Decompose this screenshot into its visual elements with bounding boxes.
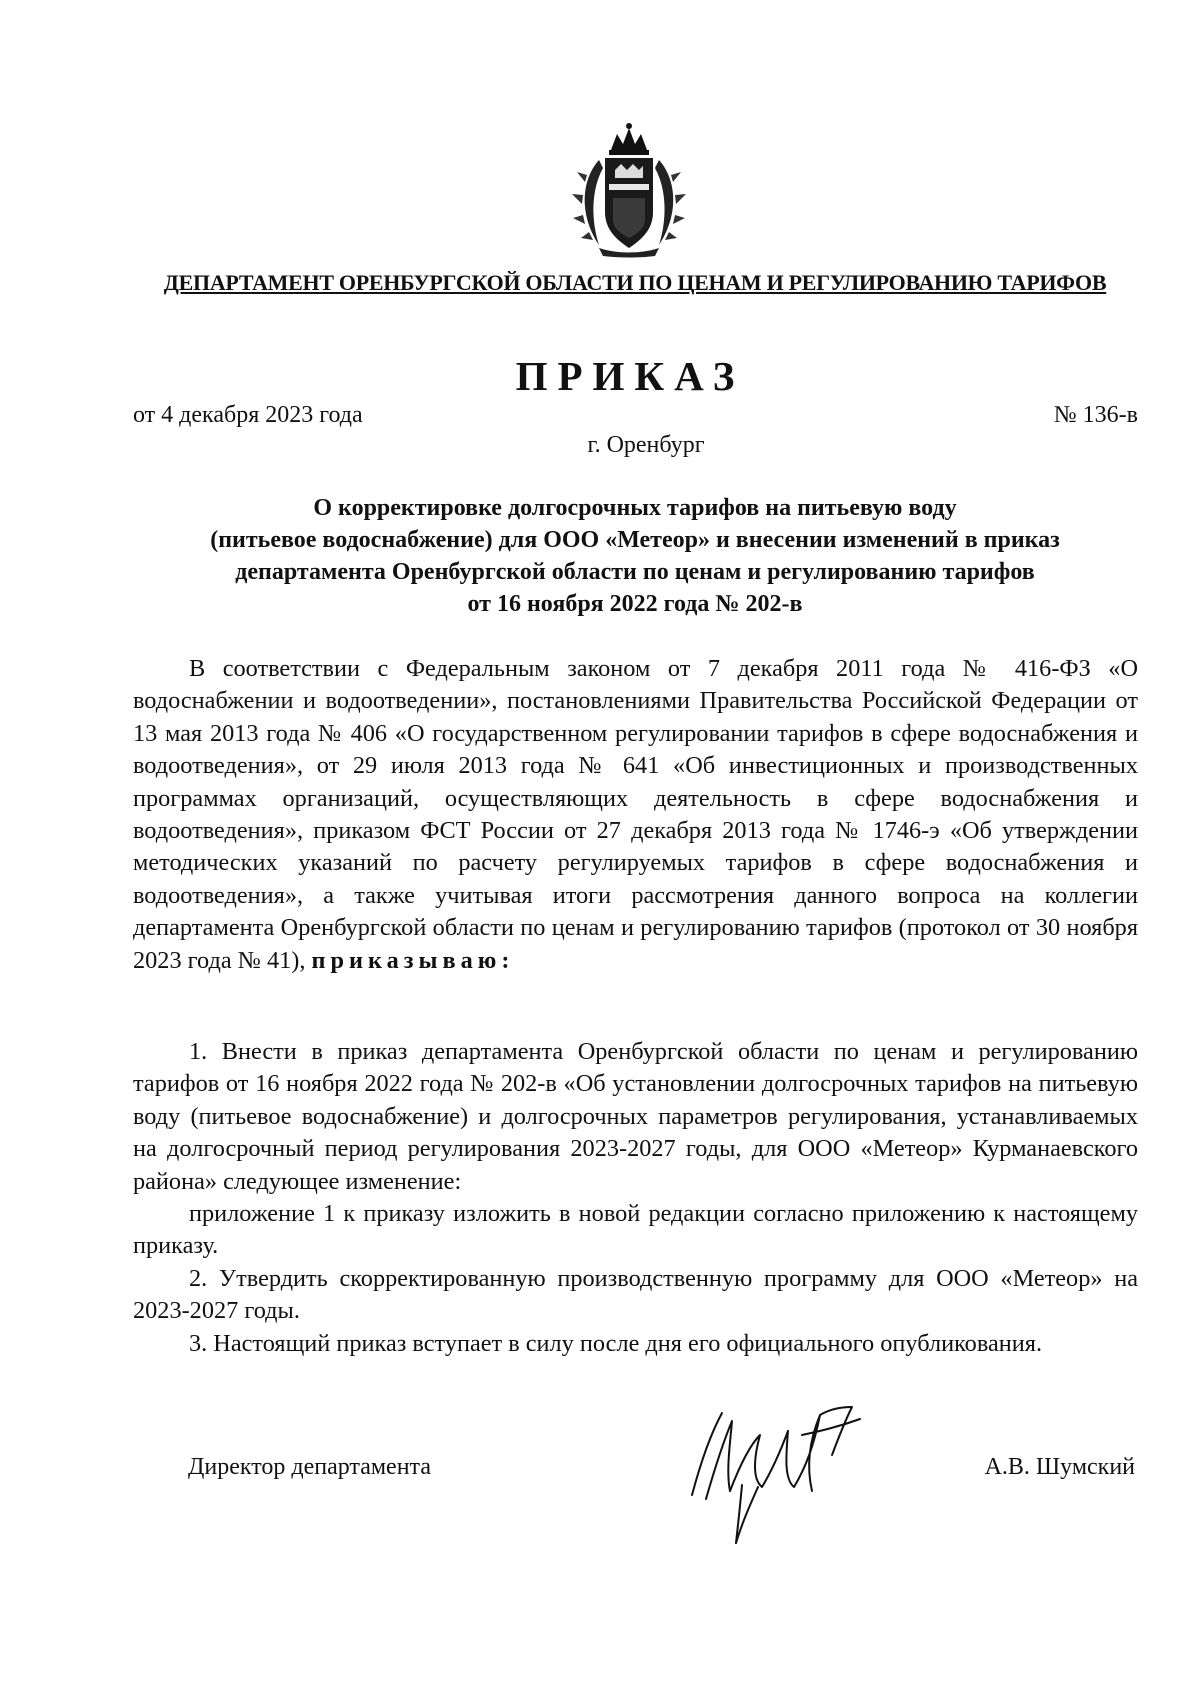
order-number: № 136-в [1053,402,1138,428]
preamble-text: В соответствии с Федеральным законом от 7 декабря 2011 года № 416-ФЗ «О водоснабжении и водоотведении», постановлениями Правительства Российской Федерации от 13 мая 2013 года № 406 «О государственном регулировании тарифов в сфере водоснабжения и водоотведения», от 29 июля 2013 года № 641 «Об инвестиционных и производственных программах организаций, осуществляющих деятельность в сфере водоснабжения и водоотведения», приказом ФСТ России от 27 декабря 2013 года № 1746-э «Об утверждении методических указаний по расчету регулируемых тарифов в сфере водоснабжения и водоотведения», а также учитывая итоги рассмотрения данного вопроса на коллегии департамента Оренбургской области по ценам и регулированию тарифов (протокол от 30 ноября 2023 года № 41), [133,655,1138,974]
order-date: от 4 декабря 2023 года [133,402,363,428]
order-item-2: 2. Утвердить скорректированную производственную программу для ООО «Метеор» на 2023-2027 годы. [133,1264,1138,1325]
signer-position: Директор департамента [188,1454,431,1480]
order-subject [130,492,1140,620]
decree-word: приказываю: [311,946,515,974]
subject-line: О корректировке долгосрочных тарифов на питьевую воду [313,495,957,521]
subject-line: департамента Оренбургской области по ценам и регулированию тарифов [235,559,1035,585]
preamble [133,653,1138,977]
order-city: г. Оренбург [587,432,705,458]
handwritten-signature [670,1395,880,1545]
subject-line: (питьевое водоснабжение) для ООО «Метеор» и внесении изменений в приказ [210,527,1060,553]
order-items [133,1036,1138,1360]
order-item-3: 3. Настоящий приказ вступает в силу после дня его официального опубликования. [189,1329,1043,1357]
order-item-1-sub: приложение 1 к приказу изложить в новой редакции согласно приложению к настоящему приказу. [133,1200,1138,1260]
coat-of-arms-icon [569,120,689,258]
document-title: ПРИКАЗ [515,353,745,399]
preamble-paragraph [133,653,1138,977]
subject-line: от 16 ноября 2022 года № 202-в [467,591,803,617]
order-item-1: 1. Внести в приказ департамента Оренбургской области по ценам и регулированию тарифов от 16 ноября 2022 года № 202-в «Об установлении долгосрочных тарифов на питьевую воду (питьевое водоснабжение) и долгосрочных параметров регулирования, устанавливаемых на долгосрочный период регулирования 2023-2027 годы, для ООО «Метеор» Курманаевского района» следующее изменение: [133,1038,1138,1195]
department-name: ДЕПАРТАМЕНТ ОРЕНБУРГСКОЙ ОБЛАСТИ ПО ЦЕНАМ И РЕГУЛИРОВАНИЮ ТАРИФОВ [163,270,1107,295]
signer-name: А.В. Шумский [984,1454,1135,1480]
